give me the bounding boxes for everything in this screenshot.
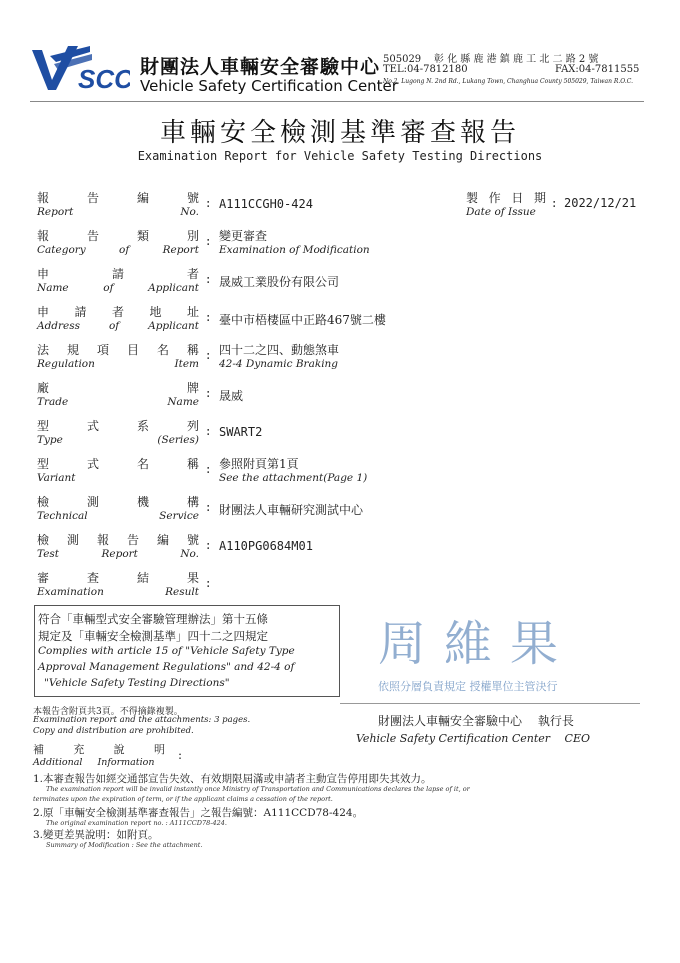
header-address-zh [383,50,598,65]
report-title-zh: 車輛安全檢測基準審查報告 [159,118,520,148]
category-label-en: Category of Report [37,244,199,256]
colon: : [206,348,211,363]
note-1-en-b: terminates upon the expiration of term, or if the applicant claims a cessation of the report. [33,795,333,803]
regulation-value: 四十二之四、動態煞車 [219,343,340,357]
colon: : [206,538,211,553]
applicant-value: 晟威工業股份有限公司 [219,275,340,289]
copy-note-en: Copy and distribution are prohibited. [33,726,194,736]
issue-date-label-zh: 製作日期 [466,191,546,205]
note-3-zh: 3.變更差異說明：如附頁。 [33,829,159,841]
result-label-zh: 審查結果 [37,571,199,585]
type-label-zh: 型式系列 [37,419,199,433]
report-no-value: A111CCGH0-424 [219,197,313,211]
category-value: 變更審查 [219,229,268,243]
header-tel: TEL:04-7812180 [383,64,468,75]
result-line-en-1: Complies with article 15 of "Vehicle Safety Type [38,645,295,657]
header-divider [30,101,644,102]
colon: : [206,386,211,401]
colon: : [206,310,211,325]
variant-label-en: Variant [37,472,76,484]
applicant-label-en: Name of Applicant [37,282,199,294]
vscc-logo [30,42,130,94]
postal-code: 505029 [383,54,422,65]
address-zh: 彰 化 縣 鹿 港 鎮 鹿 工 北 二 路 2 號 [433,54,599,65]
address-value: 臺中市梧棲區中正路467號二樓 [219,313,386,327]
type-value: SWART2 [219,425,263,439]
technical-service-label-en: Technical Service [37,510,199,522]
address-label-zh: 申請者地址 [37,305,199,319]
note-2-en: The original examination report no. : A111CCD78-424. [46,819,227,827]
header-address-en: No.2, Lugong N. 2nd Rd., Lukang Town, Changhua County 505029, Taiwan R.O.C. [383,78,634,85]
org-name-zh: 財團法人車輛安全審驗中心 [140,56,381,78]
regulation-label-zh: 法規項目名稱 [37,343,199,357]
applicant-label-zh: 申請者 [37,267,199,281]
colon: : [206,196,211,211]
test-report-no-label-en: Test Report No. [37,548,199,560]
test-report-no-value: A110PG0684M01 [219,539,313,553]
result-line-en-3: "Vehicle Safety Testing Directions" [44,677,230,689]
issue-date-label-en: Date of Issue [466,206,536,218]
result-line-zh-1: 符合「車輛型式安全審驗管理辦法」第十五條 [38,612,268,626]
pages-note-en: Examination report and the attachments: 3 pages. [33,715,251,725]
technical-service-value: 財團法人車輛研究測試中心 [219,503,364,517]
signer-title-en: Vehicle Safety Certification Center CEO [356,732,591,745]
result-line-zh-2: 規定及「車輛安全檢測基準」四十二之四規定 [38,629,268,643]
note-3-en: Summary of Modification : See the attachment. [46,841,203,849]
variant-label-zh: 型式名稱 [37,457,199,471]
colon: : [206,272,211,287]
type-label-en: Type (Series) [37,434,199,446]
trade-name-value: 晟威 [219,389,244,403]
colon: : [206,424,211,439]
report-no-label-zh: 報告編號 [37,191,199,205]
signature-divider [340,703,640,704]
colon: : [206,234,211,249]
authorization-note: 依照分層負責規定 授權單位主管決行 [378,680,558,693]
header-fax: FAX:04-7811555 [555,64,640,75]
note-2-zh: 2.原「車輛安全檢測基準審查報告」之報告編號：A111CCD78-424。 [33,807,364,819]
svg-text:SCC: SCC [78,64,130,94]
trade-name-label-zh: 廠牌 [37,381,199,395]
report-no-label-en: Report No. [37,206,199,218]
address-label-en: Address of Applicant [37,320,199,332]
issue-date-colon: : [552,196,557,211]
variant-value: 參照附頁第1頁 [219,457,299,471]
colon: : [178,748,183,762]
report-title-en: Examination Report for Vehicle Safety Testing Directions [137,149,543,163]
result-line-en-2: Approval Management Regulations" and 42-4 of [38,661,295,673]
regulation-value-en: 42-4 Dynamic Braking [219,358,339,370]
category-label-zh: 報告類別 [37,229,199,243]
additional-label-zh: 補充說明 [33,743,165,756]
pages-note-zh: 本報告含附頁共3頁。不得摘錄複製。 [33,707,183,717]
issue-date-value: 2022/12/21 [564,196,637,210]
result-label-en: Examination Result [37,586,199,598]
variant-value-en: See the attachment(Page 1) [219,472,368,484]
colon: : [206,500,211,515]
additional-label-en: Additional Information [33,757,155,768]
org-name-en: Vehicle Safety Certification Center [140,77,398,95]
signer-title-zh: 財團法人車輛安全審驗中心 執行長 [378,714,574,728]
colon: : [206,576,211,591]
regulation-label-en: Regulation Item [37,358,199,370]
test-report-no-label-zh: 檢測報告編號 [37,533,199,547]
ceo-signature-stamp: 周維果 [378,616,577,672]
note-1-en-a: The examination report will be invalid instantly once Ministry of Transportation and Communications declares the lapse of it, or [46,785,470,793]
technical-service-label-zh: 檢測機構 [37,495,199,509]
category-value-en: Examination of Modification [219,244,370,256]
colon: : [206,462,211,477]
note-1-zh: 1.本審查報告如經交通部宣告失效、有效期限屆滿或申請者主動宣告停用即失其效力。 [33,773,432,785]
trade-name-label-en: Trade Name [37,396,199,408]
